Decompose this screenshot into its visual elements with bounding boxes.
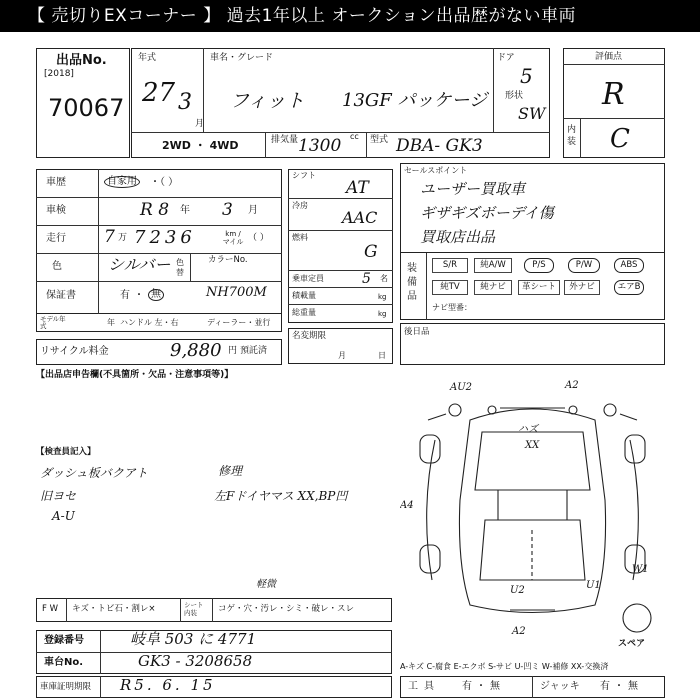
inspector-title: 【検査員記入】 <box>36 447 96 457</box>
cert-value: R5. 6. 15 <box>120 676 216 694</box>
warranty-no: 無 <box>148 289 164 301</box>
tools-no: 無 <box>490 681 500 692</box>
sales-line-2: ギザギズボーデイ傷 <box>420 204 554 222</box>
inspector-note-1: ダッシュ板バクアト <box>40 466 148 480</box>
engine-unit: cc <box>350 132 359 141</box>
inspector-note-2: 旧ヨセ <box>40 489 77 503</box>
color-code-label: カラーNo. <box>208 255 248 265</box>
sales-line-3: 買取店出品 <box>420 228 496 246</box>
damage-mark-u1: U1 <box>586 580 601 591</box>
ac-label: 冷房 <box>292 201 308 210</box>
jack-yes: 有 <box>600 681 610 692</box>
lot-number: 70067 <box>48 94 125 122</box>
jack-label: ジャッキ <box>540 681 580 692</box>
navi-model-label: ナビ型番： <box>432 303 472 312</box>
mileage-unit: km / マイル <box>222 230 244 246</box>
damage-legend: A-キズ C-腐食 E-エクボ S-サビ U-凹ミ W-補修 XX-交換済 <box>400 662 609 671</box>
inspection-year: R 8 <box>140 200 170 220</box>
year-label: 年式 <box>138 53 157 63</box>
damage-mark-hazu: ハズ <box>518 424 538 435</box>
name-change-month: 月 <box>338 351 346 360</box>
interior-value: C <box>610 124 630 154</box>
drive-type: 2WD ・ 4WD <box>162 139 239 152</box>
seat-label: シート内装 <box>184 601 204 617</box>
load-label: 積載量 <box>292 291 316 300</box>
handle-label: ハンドル 左・右 <box>120 318 179 327</box>
doors-value: 5 <box>520 64 533 88</box>
history-own: 自家用 <box>104 176 140 188</box>
load-unit: kg <box>378 293 387 301</box>
fw-label: F W <box>42 604 58 614</box>
model-value: DBA- GK3 <box>396 136 483 156</box>
equip-seat: 革シート <box>518 280 560 295</box>
inspector-note-5: 左Fドイヤマス XX,BP凹 <box>214 489 348 503</box>
weight-unit: kg <box>378 310 387 318</box>
recycle-label: リサイクル料金 <box>40 346 109 357</box>
equip-label: 装備品 <box>407 263 417 302</box>
equip-abs: ABS <box>614 258 644 273</box>
chassis-value: GK3 - 3208658 <box>138 652 253 670</box>
equip-ps: P/S <box>524 258 554 273</box>
spare-label: スペア <box>618 639 646 649</box>
engine-value: 1300 <box>298 136 342 156</box>
recycle-note: 預託済 <box>240 346 268 356</box>
shape-label: 形状 <box>505 91 524 101</box>
eval-label: 評価点 <box>595 52 623 62</box>
after-label: 後日品 <box>404 327 430 337</box>
seat-items: コゲ・穴・汚レ・シミ・破レ・スレ <box>218 604 355 614</box>
name-change-day: 日 <box>378 351 386 360</box>
mileage-label: 走行 <box>46 233 66 244</box>
history-label: 車歴 <box>46 177 66 188</box>
color-change-label: 色替 <box>176 258 184 277</box>
capacity-unit: 名 <box>380 274 388 283</box>
shift-value: AT <box>346 178 369 198</box>
tools-label: 工具 <box>408 681 440 692</box>
warranty-yes: 有 <box>120 290 130 301</box>
engine-label: 排気量 <box>271 135 299 145</box>
inspector-note-4: 修理 <box>218 464 243 478</box>
damage-mark-a2-rear: A2 <box>512 626 526 637</box>
recycle-unit: 円 <box>228 346 238 356</box>
after-box <box>400 323 665 365</box>
color-code: NH700M <box>206 285 267 300</box>
inspection-year-unit: 年 <box>180 205 190 216</box>
lot-label: 出品No. <box>56 53 107 68</box>
equip-navi: 純ナビ <box>474 280 512 295</box>
equip-pw: P/W <box>568 258 600 273</box>
damage-mark-a4: A4 <box>400 500 414 511</box>
lot-year-tag: [2018] <box>44 69 74 79</box>
tools-yes: 有 <box>462 681 472 692</box>
month-unit: 月 <box>195 119 205 129</box>
inspection-month-unit: 月 <box>248 205 258 216</box>
reg-label: 登録番号 <box>44 635 84 646</box>
capacity-label: 乗車定員 <box>292 274 324 283</box>
equip-outer-navi: 外ナビ <box>564 280 600 295</box>
color-value: シルバー <box>108 255 171 274</box>
dealer-label: ディーラー・並行 <box>207 318 271 327</box>
equip-airbag: エアB <box>614 280 644 295</box>
page-banner: 【 売切りEXコーナー 】 過去1年以上 オークション出品歴がない車両 <box>0 0 700 32</box>
era-year: 27 <box>142 78 176 108</box>
model-year-label: モデル年式 <box>40 315 66 330</box>
model-month: 3 <box>178 90 192 115</box>
equip-sr: S/R <box>432 258 468 273</box>
damage-mark-a2-front: A2 <box>565 380 579 391</box>
seat-note: 軽微 <box>256 579 276 590</box>
name-change-label: 名変期限 <box>292 331 327 341</box>
mileage-man: 7 <box>104 227 115 247</box>
shift-label: シフト <box>292 171 316 180</box>
inspection-label: 車検 <box>46 205 66 216</box>
jack-no: 無 <box>628 681 638 692</box>
damage-mark-au2: AU2 <box>450 382 473 393</box>
damage-mark-w1: W1 <box>632 564 649 575</box>
history-rest: ・（ ） <box>150 177 179 188</box>
weight-label: 総重量 <box>292 308 316 317</box>
mileage-man-unit: 万 <box>118 233 128 243</box>
mileage-value: 7236 <box>134 227 196 248</box>
ac-value: AAC <box>342 208 378 227</box>
model-label: 型式 <box>370 135 389 145</box>
car-grade: 13GF パッケージ <box>342 90 488 111</box>
color-label: 色 <box>52 261 62 272</box>
model-year-unit: 年 <box>107 318 115 327</box>
equip-aw: 純A/W <box>474 258 512 273</box>
cert-label: 車庫証明期限 <box>40 682 92 692</box>
mileage-paren: （ ） <box>248 233 269 243</box>
equip-tv: 純TV <box>432 280 468 295</box>
report-title: 【出品店申告欄(不具箇所・欠品・注意事項等)】 <box>36 370 234 380</box>
capacity-value: 5 <box>362 271 371 287</box>
doors-label: ドア <box>497 53 515 63</box>
fuel-label: 燃料 <box>292 233 308 242</box>
eval-value: R <box>602 77 625 112</box>
damage-mark-u2: U2 <box>510 585 525 596</box>
recycle-value: 9,880 <box>170 340 222 361</box>
sales-line-1: ユーザー買取車 <box>420 180 526 198</box>
warranty-label: 保証書 <box>46 290 76 301</box>
chassis-label: 車台No. <box>44 657 84 668</box>
interior-label: 内装 <box>567 125 577 147</box>
car-name: フィット <box>230 90 305 112</box>
shape-value: SW <box>518 104 546 123</box>
inspector-note-3: A-U <box>52 509 75 523</box>
sales-label: セールスポイント <box>404 166 468 175</box>
car-label: 車名・グレード <box>210 53 274 63</box>
fuel-value: G <box>364 242 378 262</box>
fw-items: キズ・トビ石・割レ× <box>72 604 156 614</box>
reg-value: 岐阜 503 に 4771 <box>130 630 257 648</box>
inspection-month: 3 <box>222 200 233 220</box>
car-diagram <box>400 380 665 640</box>
damage-mark-xx: XX <box>525 440 540 451</box>
